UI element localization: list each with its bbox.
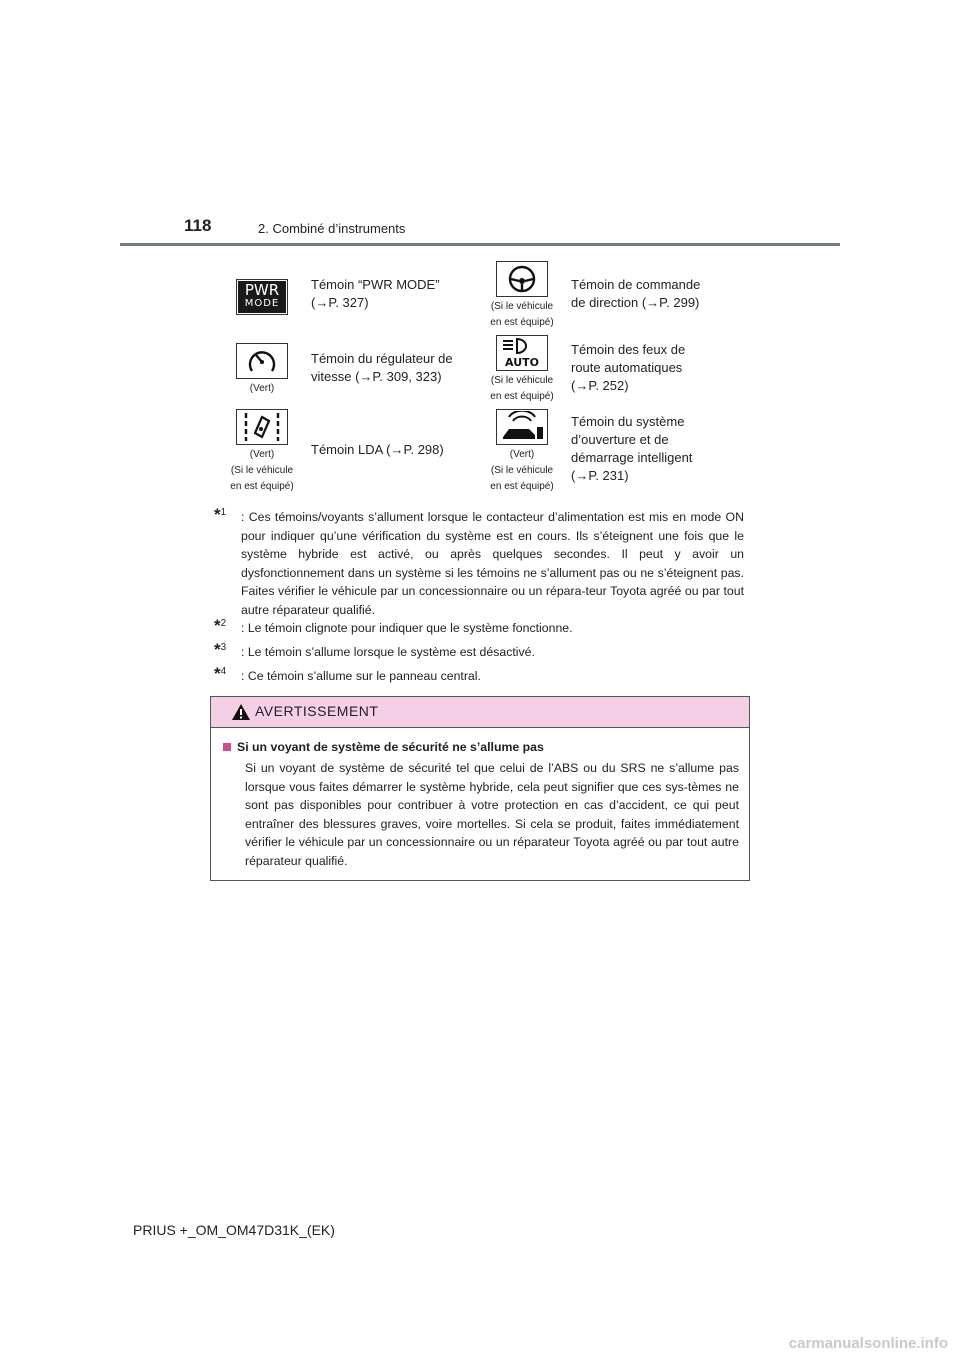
steering-wheel-icon (496, 261, 548, 297)
watermark: carmanualsonline.info (788, 1335, 948, 1352)
page-number: 118 (184, 216, 212, 235)
cruise-control-icon (236, 343, 288, 379)
warning-subtitle: Si un voyant de système de sécurité ne s’allume pas (223, 740, 544, 754)
document-code: PRIUS +_OM_OM47D31K_(EK) (133, 1222, 335, 1238)
warning-box (210, 696, 750, 881)
section-title: 2. Combiné d’instruments (258, 221, 406, 236)
indicator-text-pwr-mode: Témoin “PWR MODE” (→P. 327) (311, 277, 440, 310)
indicator-text-auto-beam: Témoin des feux de route automatiques (→P. 252) (571, 342, 686, 393)
auto-icon-label: AUTO (505, 356, 539, 369)
pink-square-bullet-icon (223, 743, 231, 751)
footnote-3: *$^3$ : Le témoin s’allume lorsque le système est désactivé. (214, 640, 535, 659)
indicator-text-cruise: Témoin du régulateur de vitesse (→P. 309, 323) (311, 351, 453, 384)
indicator-text-lda: Témoin LDA (→P. 298) (311, 442, 444, 457)
pwr-icon-label: PWR (244, 281, 280, 299)
indicator-caption: (Si le véhicule en est équipé) (490, 375, 554, 402)
indicator-caption: (Vert) (Si le véhicule en est équipé) (230, 449, 294, 492)
pwr-mode-icon (236, 279, 288, 315)
header-divider (120, 243, 840, 246)
warning-body: Si un voyant de système de sécurité tel que celui de l’ABS ou du SRS ne s’allume pas lorsque vous faites démarrer le système hybride, cela peut signifier que ces sys-tèmes ne sont pas disponibles pour contribuer à votre protection en cas d’accident, ce qui peut entraîner des blessures graves, voire mortelles. Si cela se produit, faites immédiatement vérifier le véhicule par un concessionnaire ou un réparateur Toyota agréé ou par tout autre réparateur qualifié. (245, 761, 739, 868)
mode-icon-label: MODE (244, 298, 280, 309)
indicator-caption: (Vert) (Si le véhicule en est équipé) (490, 449, 554, 492)
indicator-caption: (Vert) (249, 383, 275, 394)
indicator-text-steering: Témoin de commande de direction (→P. 299) (571, 277, 701, 310)
footnote-4: *$^4$ : Ce témoin s’allume sur le panneau central. (214, 664, 481, 683)
warning-triangle-icon (231, 703, 251, 721)
warning-header (211, 697, 749, 728)
lda-lane-icon (236, 409, 288, 445)
footnote-1: *$^1$ : Ces témoins/voyants s’allument lorsque le contacteur d’alimentation est mis en mode ON pour indiquer qu’une vérification du système est en cours. Ils s’éteignent une fois que le système hybride est activé, ou après quelques secondes. Il peut y avoir un dysfonctionnement dans un système si les témoins ne s’allument pas ou ne s’éteignent pas. Faites vérifier le véhicule par un concessionnaire ou un répara-teur Toyota agréé ou par tout autre réparateur qualifié. (214, 505, 744, 617)
warning-title: AVERTISSEMENT (255, 703, 379, 719)
smart-entry-key-icon (496, 409, 548, 445)
footnote-2: *$^2$ : Le témoin clignote pour indiquer que le système fonctionne. (214, 616, 573, 635)
indicator-text-smart-entry: Témoin du système d’ouverture et de démarrage intelligent (→P. 231) (571, 414, 693, 483)
auto-high-beam-icon (496, 335, 548, 371)
indicator-caption: (Si le véhicule en est équipé) (490, 301, 554, 328)
